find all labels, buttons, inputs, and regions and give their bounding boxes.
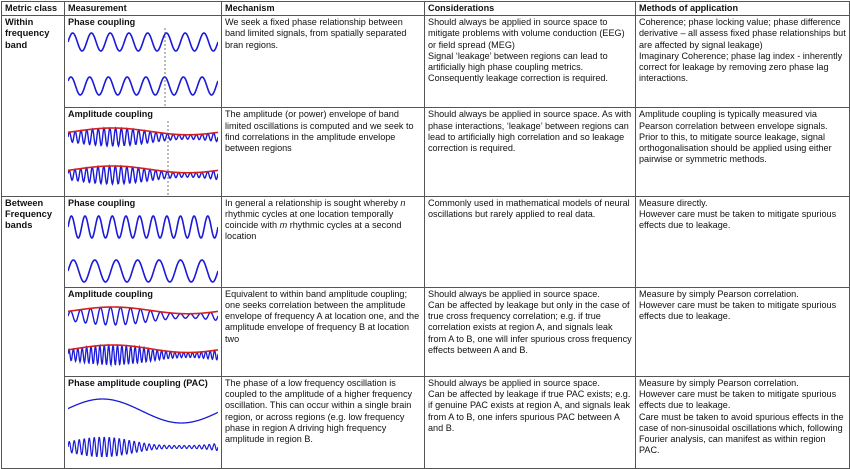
methods-cell: Amplitude coupling is typically measured via Pearson correlation between envelope signals. Prior to this, to mitigate source leakage, signal orthogonalisation should be applied using either pairwise or symmetric methods. [636,108,850,196]
header-row [2,2,850,16]
measurement-cell [65,287,222,376]
considerations-cell [425,16,636,108]
table-row [2,108,850,196]
header-considerations: Considerations [425,2,636,16]
mechanism-text: In general a relationship is sought whereby [225,197,401,208]
methods-text: Measure by simply Pearson correlation. However care must be taken to mitigate spurious effects due to leakage. Care must be taken to avoid spurious effects in the case of non-sinusoidal oscillations which, following Fourier analysis, can manifest as within region PAC. [639,378,844,456]
measurement-name: Phase coupling [68,17,136,28]
metric-class-cell: Between Frequency bands [2,196,65,469]
mechanism-text: rhythmic cycles at a second location [225,220,402,242]
methods-text: Coherence; phase locking value; phase difference derivative – all assess fixed phase relationships but are affected by signal leakage) Imaginary Coherence; phase lag index - inherently correct for leakage by removing zero phase lag interactions. [639,17,846,84]
header-methods: Methods of application [636,2,850,16]
mechanism-text: rhythmic cycles at one location temporally coincide with [225,208,394,231]
table-row [2,196,850,287]
measurement-cell [65,16,222,108]
signal-b-wave [68,77,218,95]
signal-a-wave [68,33,218,51]
methods-cell [636,196,850,287]
considerations-cell [425,377,636,469]
metrics-table [1,1,850,469]
table-row [2,16,850,108]
header-measurement: Measurement [65,2,222,16]
mechanism-italic-m: m [279,220,288,231]
methods-text: Measure by simply Pearson correlation. However care must be taken to mitigate spurious effects due to leakage. [639,288,837,322]
cross-frequency-phase-waveforms [68,209,218,286]
methods-text: Measure directly. However care must be taken to mitigate spurious effects due to leakage. [639,197,837,231]
measurement-cell [65,377,222,469]
phase-coupling-waveforms [68,28,218,106]
high-frequency-wave [68,438,218,457]
measurement-name: Phase coupling [68,197,136,208]
considerations-cell [425,287,636,376]
amplitude-coupling-waveforms [68,121,218,195]
measurement-cell [65,108,222,196]
table-row [2,377,850,469]
considerations-text: Should always be applied in source space. Can be affected by leakage but only in the case of true cross frequency correlation; e.g. if true correlation exists at region A, and signals leak from A to B, one will infer spurious cross frequency effects between A and B. [428,288,632,355]
considerations-cell: Should always be applied in source space. As with phase interactions, ‘leakage’ between regions can lead to artificially high correlation and so leakage correction is required. [425,108,636,196]
mechanism-cell: We seek a fixed phase relationship between band limited signals, from spatially separated bran regions. [222,16,425,108]
pac-waveforms [68,389,218,467]
mechanism-cell: Equivalent to within band amplitude coupling; one seeks correlation between the amplitude envelope of frequency A at location one, and the amplitude envelope of frequency B at location two [222,287,425,376]
measurement-name: Amplitude coupling [68,109,153,120]
signal-a-wave [68,216,218,238]
methods-cell [636,16,850,108]
measurement-cell [65,196,222,287]
measurement-name: Amplitude coupling [68,288,153,299]
header-metric-class: Metric class [2,2,65,16]
mechanism-italic-n: n [400,197,406,208]
envelope-a-line [68,307,218,314]
signal-b-wave [68,260,218,282]
methods-cell [636,377,850,469]
low-frequency-wave [68,399,218,423]
mechanism-cell: The phase of a low frequency oscillation is coupled to the amplitude of a higher frequency oscillation. This can occur within a single brain region, or across regions (e.g. low frequency phase in region A driving high frequency amplitude in region B. [222,377,425,469]
table-row [2,287,850,376]
cross-frequency-amplitude-waveforms [68,300,218,375]
metric-class-cell: Within frequency band [2,16,65,196]
considerations-cell: Commonly used in mathematical models of neural oscillations but rarely applied to real data. [425,196,636,287]
mechanism-cell [222,196,425,287]
mechanism-cell: The amplitude (or power) envelope of band limited oscillations is computed and we seek to find correlations in the amplitude envelope between regions [222,108,425,196]
measurement-name: Phase amplitude coupling (PAC) [68,378,208,389]
considerations-text: Should always be applied in source space. Can be affected by leakage if true PAC exists; e.g. if genuine PAC exists at region A, and signals leak from A to B, one infers spurious PAC between A and B. [428,378,631,433]
considerations-text: Should always be applied in source space to mitigate problems with volume conduction (EEG) or field spread (MEG) Signal ‘leakage’ between regions can lead to artificially high phase coupling metrics. Consequently leakage correction is required. [428,17,625,84]
header-mechanism: Mechanism [222,2,425,16]
methods-cell [636,287,850,376]
